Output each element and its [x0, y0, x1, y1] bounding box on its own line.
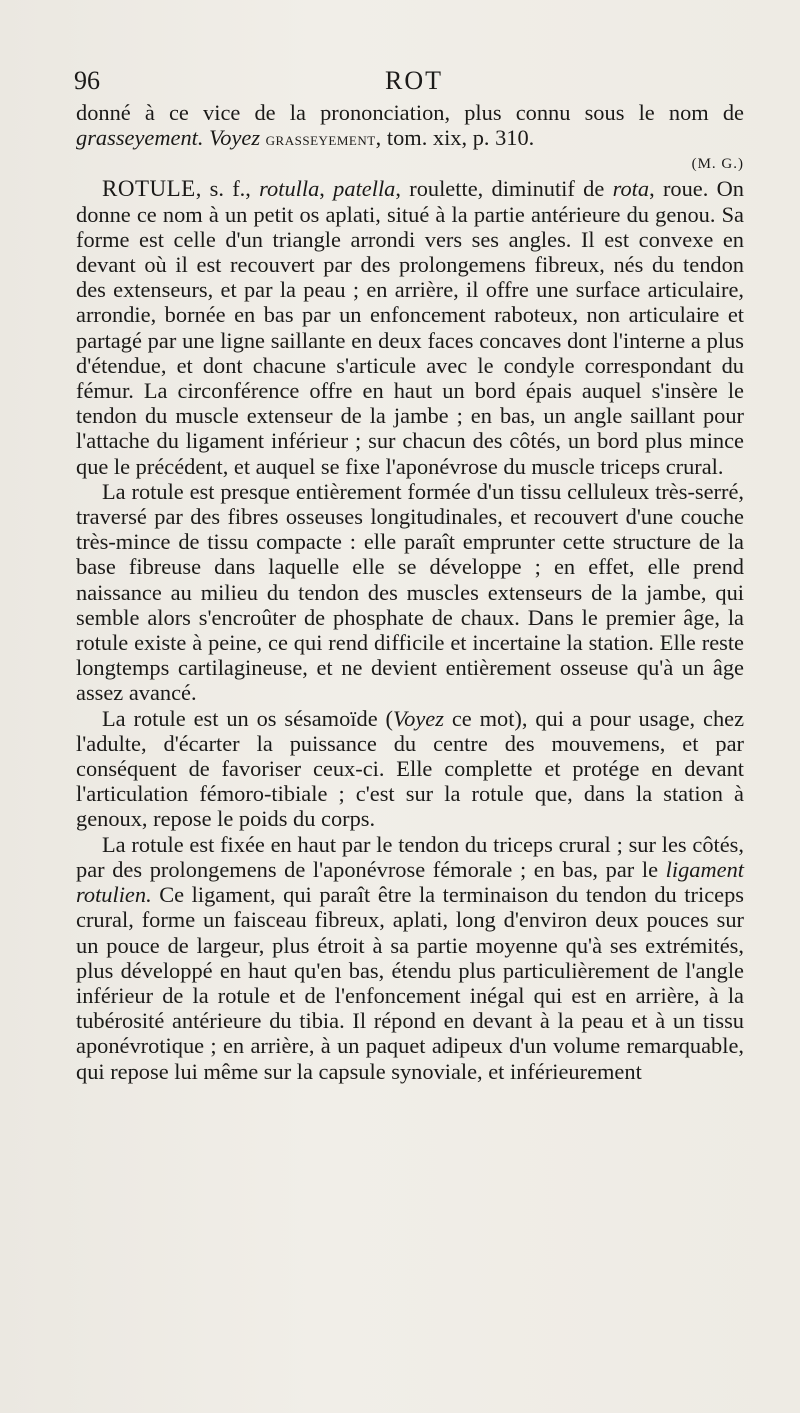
text-run: La rotule est fixée en haut par le tendon du triceps crural ; sur les côtés, par des prolongemens de l'aponévrose fémorale ; en bas, par le [76, 831, 744, 882]
text-run: Ce ligament, qui paraît être la terminaison du tendon du triceps crural, forme un faisceau fibreux, aplati, long d'environ deux pouces sur un pouce de largeur, plus étroit à sa partie moyenne qu'à ses extrémités, plus développé en haut qu'en bas, étendu plus particulièrement de l'angle inférieur de la rotule et de l'enfoncement inégal qui est en arrière, à la tubérosité antérieure du tibia. Il répond en devant à la peau et à un tissu aponévrotique ; en arrière, à un paquet adipeux d'un volume remarquable, qui repose lui même sur la capsule synoviale, et inférieurement [76, 882, 744, 1084]
paragraph-ligament [76, 832, 744, 1084]
page-body [76, 100, 744, 1084]
italic-run: patella [333, 176, 396, 202]
text-run: , roue. On donne ce nom à un petit os aplati, situé à la partie antérieure du genou. Sa forme est celle d'un triangle arrondi vers ses angles. Il est convexe en devant où il est recouvert par des prolongemens fibreux, nés du tendon des extenseurs, et par la peau ; en arrière, il offre une surface articulaire, arrondie, bornée en bas par un enfoncement raboteux, non articulaire et partagé par une ligne saillante en deux faces concaves dont l'interne a plus d'étendue, et dont chacune s'articule avec le condyle correspondant du fémur. La circonférence offre en haut un bord épais auquel s'insère le tendon du muscle extenseur de la jambe ; en bas, un angle saillant pour l'attache du ligament inférieur ; sur chacun des côtés, un bord plus mince que le précédent, et auquel se fixe l'aponévrose du muscle triceps crural. [76, 176, 744, 479]
page-number: 96 [74, 66, 100, 95]
small-caps-crossref: grasseyement [265, 129, 376, 151]
text-run: La rotule est un os sésamoïde ( [102, 705, 393, 731]
italic-run: rotulla [259, 176, 320, 202]
text-run: , s. f., [195, 176, 260, 202]
italic-run: Voyez [392, 705, 444, 731]
italic-run: rota [612, 176, 650, 202]
italic-run: grasseyement. Voyez [76, 125, 261, 151]
entry-headword: ROTULE [102, 176, 196, 202]
text-run: , tom. xix, p. 310. [375, 125, 535, 151]
text-run: , [319, 176, 334, 202]
paragraph-usage [76, 706, 744, 832]
text-run: donné à ce vice de la prononciation, plus connu sous le nom de [76, 100, 744, 125]
text-run: ce mot), qui a pour usage, chez l'adulte, d'écarter la puissance du centre des mouvemens, et par conséquent de favoriser ceux-ci. Elle complette et protége en devant l'articulation fémoro-tibiale ; c'est sur la rotule que, dans la station à genoux, repose le poids du corps. [76, 705, 745, 832]
running-head: ROT [385, 66, 443, 95]
paragraph-rotule-entry [76, 176, 744, 478]
paragraph-intro [76, 100, 744, 152]
text-run: , roulette, diminutif de [395, 176, 613, 202]
author-signature: (M. G.) [691, 156, 744, 173]
paragraph-structure: La rotule est presque entièrement formée d'un tissu celluleux très-serré, traversé par des fibres osseuses longitudinales, et recouvert d'une couche très-mince de tissu compacte : elle paraît emprunter cette structure de la base fibreuse dans laquelle elle se développe ; en effet, elle prend naissance au milieu du tendon des muscles extenseurs de la jambe, qui semble alors s'encroûter de phosphate de chaux. Dans le premier âge, la rotule existe à peine, ce qui rend difficile et incertaine la station. Elle reste longtemps cartilagineuse, et ne devient entièrement osseuse qu'à un âge assez avancé. [76, 478, 744, 706]
italic-run: ligament rotulien. [76, 856, 744, 908]
page-header [74, 66, 754, 102]
